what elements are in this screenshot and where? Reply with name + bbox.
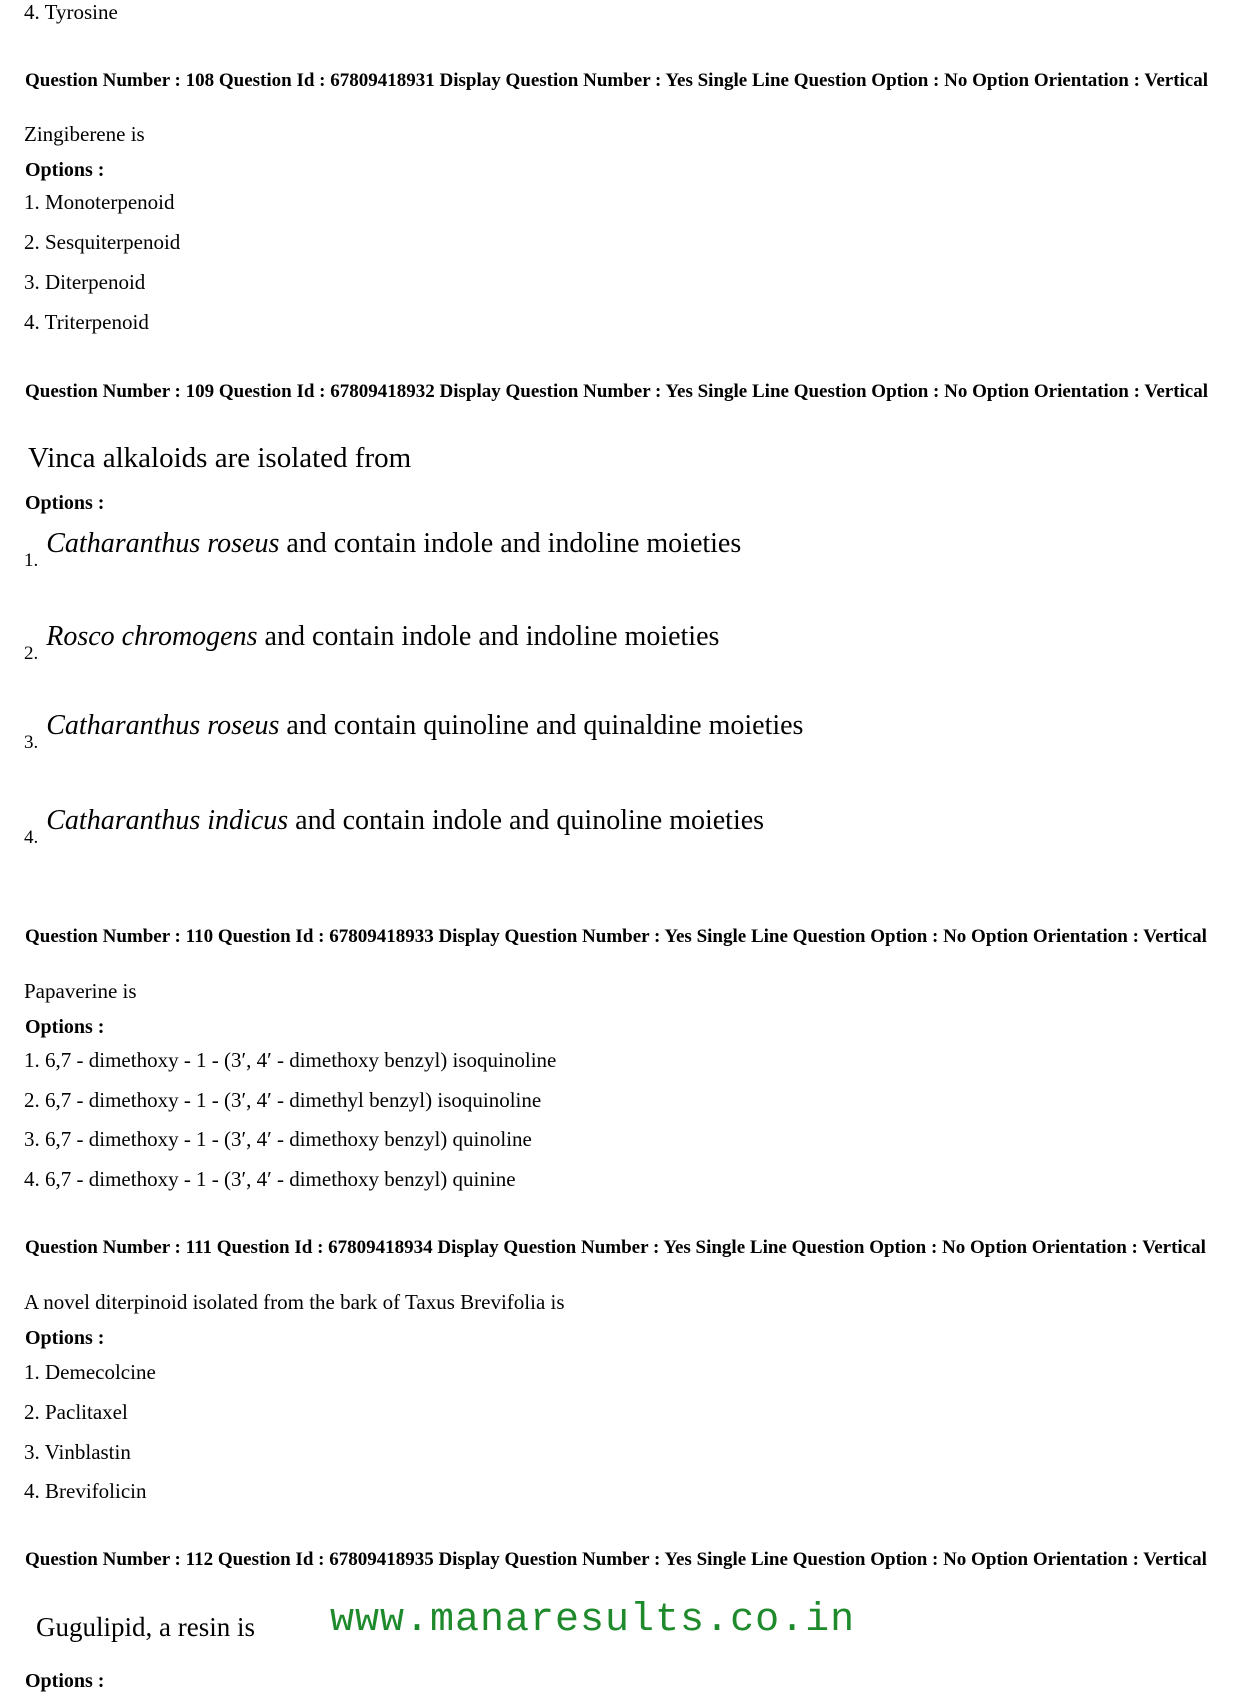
q109-option-2-rest: and contain indole and indoline moieties bbox=[257, 621, 720, 652]
q110-option-3: 3. 6,7 - dimethoxy - 1 - (3′, 4′ - dimethoxy benzyl) quinoline bbox=[24, 1127, 532, 1151]
q109-options-label: Options : bbox=[25, 492, 105, 514]
q109-text: Vinca alkaloids are isolated from bbox=[28, 442, 412, 474]
q111-option-1: 1. Demecolcine bbox=[24, 1360, 156, 1384]
q108-option-2: 2. Sesquiterpenoid bbox=[24, 230, 181, 254]
q110-option-4: 4. 6,7 - dimethoxy - 1 - (3′, 4′ - dimethoxy benzyl) quinine bbox=[24, 1167, 516, 1191]
q109-option-1-number: 1. bbox=[24, 550, 39, 571]
q109-option-4-rest: and contain indole and quinoline moieties bbox=[288, 805, 765, 836]
q108-text: Zingiberene is bbox=[24, 122, 145, 146]
q109-option-4-species: Catharanthus indicus bbox=[46, 805, 289, 836]
q109-option-3 bbox=[24, 710, 804, 753]
q109-option-1-rest: and contain indole and indoline moieties bbox=[279, 528, 742, 559]
q111-meta: Question Number : 111 Question Id : 67809418934 Display Question Number : Yes Single Line Question Option : No Option Orientation : Vertical bbox=[25, 1237, 1206, 1258]
q109-option-3-number: 3. bbox=[24, 732, 39, 753]
q109-option-3-rest: and contain quinoline and quinaldine moieties bbox=[279, 710, 804, 741]
q111-option-3: 3. Vinblastin bbox=[24, 1440, 131, 1464]
q111-option-4: 4. Brevifolicin bbox=[24, 1479, 147, 1503]
q111-options-label: Options : bbox=[25, 1327, 105, 1349]
q108-option-4: 4. Triterpenoid bbox=[24, 310, 149, 334]
q108-options-label: Options : bbox=[25, 159, 105, 181]
q109-option-4-number: 4. bbox=[24, 827, 39, 848]
q109-option-2-species: Rosco chromogens bbox=[46, 621, 258, 652]
q108-option-3: 3. Diterpenoid bbox=[24, 270, 146, 294]
q110-text: Papaverine is bbox=[24, 979, 137, 1003]
q110-option-2: 2. 6,7 - dimethoxy - 1 - (3′, 4′ - dimethyl benzyl) isoquinoline bbox=[24, 1088, 542, 1112]
q110-meta: Question Number : 110 Question Id : 67809418933 Display Question Number : Yes Single Line Question Option : No Option Orientation : Vertical bbox=[25, 926, 1207, 947]
q110-option-1: 1. 6,7 - dimethoxy - 1 - (3′, 4′ - dimethoxy benzyl) isoquinoline bbox=[24, 1048, 557, 1072]
q109-meta: Question Number : 109 Question Id : 67809418932 Display Question Number : Yes Single Line Question Option : No Option Orientation : Vertical bbox=[25, 381, 1209, 402]
q111-option-2: 2. Paclitaxel bbox=[24, 1400, 128, 1424]
q111-text: A novel diterpinoid isolated from the bark of Taxus Brevifolia is bbox=[24, 1290, 565, 1314]
watermark: www.manaresults.co.in bbox=[330, 1598, 856, 1643]
q109-option-2 bbox=[24, 621, 720, 664]
q112-meta: Question Number : 112 Question Id : 67809418935 Display Question Number : Yes Single Line Question Option : No Option Orientation : Vertical bbox=[25, 1549, 1207, 1570]
q108-meta: Question Number : 108 Question Id : 67809418931 Display Question Number : Yes Single Line Question Option : No Option Orientation : Vertical bbox=[25, 70, 1209, 91]
q109-option-3-species: Catharanthus roseus bbox=[46, 710, 280, 741]
q112-options-label: Options : bbox=[25, 1670, 105, 1692]
q109-option-2-number: 2. bbox=[24, 643, 39, 664]
prev-question-last-option: 4. Tyrosine bbox=[24, 0, 118, 24]
q110-options-label: Options : bbox=[25, 1016, 105, 1038]
q108-option-1: 1. Monoterpenoid bbox=[24, 190, 175, 214]
q109-option-1 bbox=[24, 528, 742, 571]
q109-option-4 bbox=[24, 805, 765, 848]
q109-option-1-species: Catharanthus roseus bbox=[46, 528, 280, 559]
q112-text: Gugulipid, a resin is bbox=[36, 1612, 255, 1642]
